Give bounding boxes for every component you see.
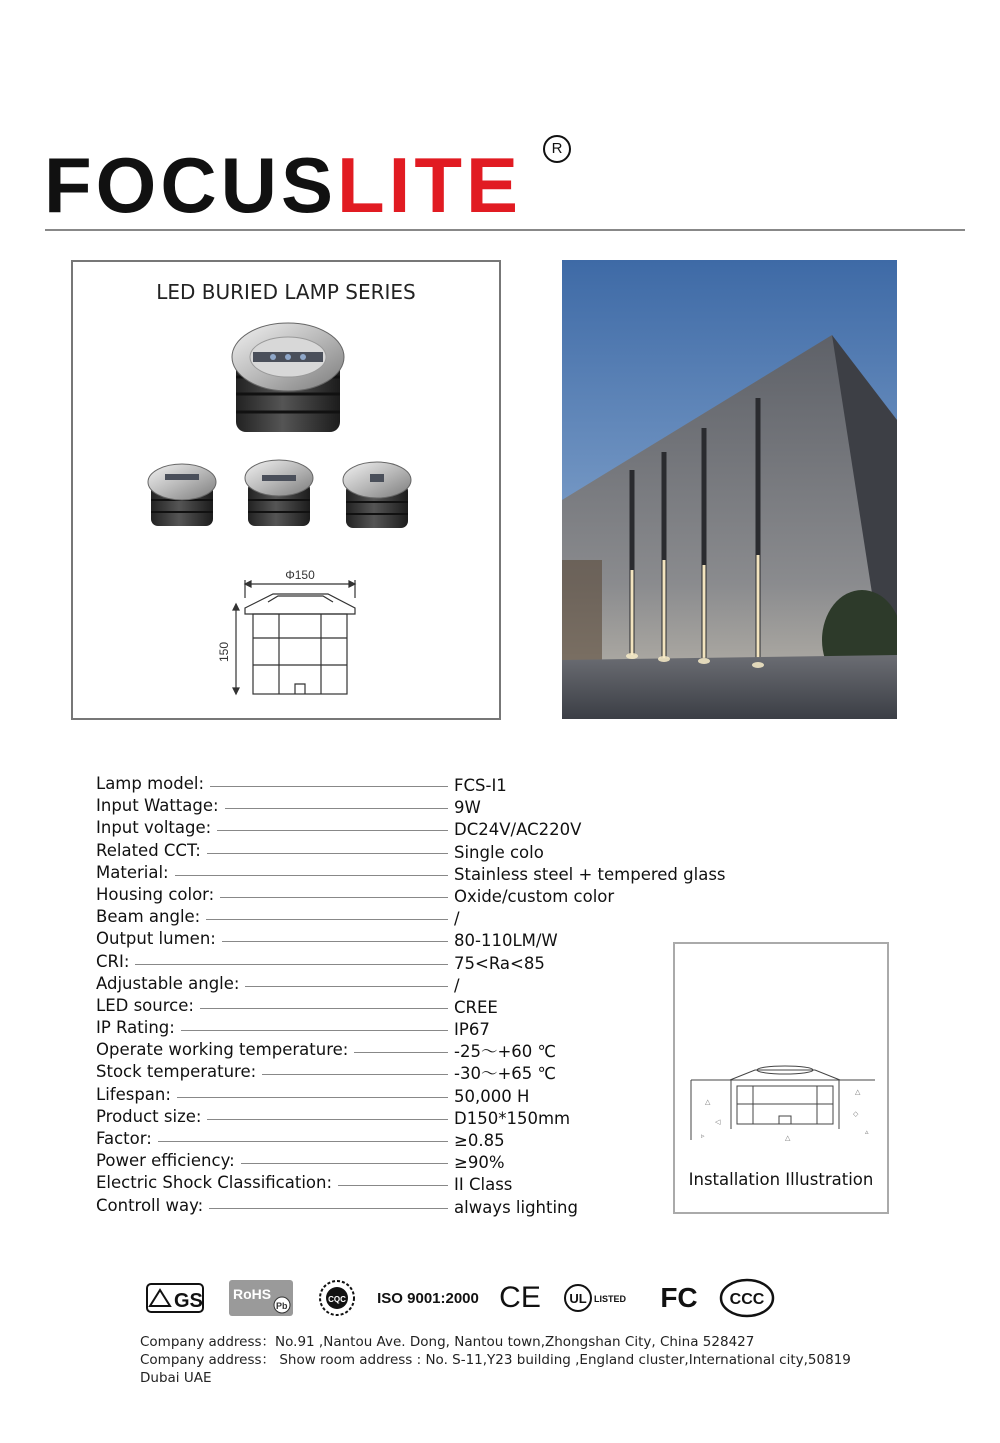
spec-row	[96, 973, 736, 995]
spec-label: Stock temperature:	[96, 1061, 260, 1083]
spec-value: FCS-I1	[454, 776, 507, 795]
spec-label: Lifespan:	[96, 1084, 175, 1106]
spec-row	[96, 1195, 736, 1217]
spec-label: Related CCT:	[96, 840, 205, 862]
spec-leader-line	[177, 1097, 448, 1098]
spec-value: 50,000 H	[454, 1086, 530, 1106]
spec-leader-line	[135, 964, 448, 965]
fc-cert-logo: FC	[660, 1282, 698, 1313]
registered-mark: R	[543, 135, 571, 163]
svg-text:◇: ◇	[853, 1110, 859, 1118]
spec-leader-line	[220, 897, 448, 898]
spec-label: IP Rating:	[96, 1017, 179, 1039]
brand-logo	[44, 141, 522, 229]
spec-row	[96, 1017, 736, 1039]
spec-row	[96, 1172, 736, 1194]
buried-lamp-small-2	[245, 460, 313, 526]
spec-row	[96, 817, 736, 839]
spec-leader-line	[200, 1008, 448, 1009]
rohs-cert-logo	[228, 1278, 294, 1318]
spec-label: Electric Shock Classification:	[96, 1172, 336, 1194]
spec-row	[96, 795, 736, 817]
spec-label: Operate working temperature:	[96, 1039, 352, 1061]
spec-value: ≥0.85	[454, 1131, 505, 1150]
spec-label: Input Wattage:	[96, 795, 223, 817]
spec-leader-line	[210, 786, 448, 787]
spec-label: Controll way:	[96, 1195, 207, 1217]
spec-value: CREE	[454, 997, 498, 1017]
spec-value: Oxide/custom color	[454, 886, 615, 906]
installation-photo	[562, 260, 897, 719]
gs-cert-logo	[146, 1278, 204, 1318]
spec-label: Adjustable angle:	[96, 973, 243, 995]
spec-row	[96, 928, 736, 950]
spec-value: Stainless steel + tempered glass	[454, 864, 726, 884]
spec-value: always lighting	[454, 1197, 578, 1217]
spec-value: 80-110LM/W	[454, 931, 558, 951]
installation-caption: Installation Illustration	[688, 1170, 874, 1189]
ccc-cert-text: CCC	[729, 1291, 765, 1308]
spec-value: II Class	[454, 1175, 513, 1195]
spec-row	[96, 773, 736, 795]
product-drawings	[73, 262, 503, 722]
spec-value: IP67	[454, 1020, 490, 1040]
spec-leader-line	[207, 853, 448, 854]
spec-leader-line	[181, 1030, 448, 1031]
logo-text-dark: FOCUS	[44, 141, 337, 229]
spec-leader-line	[158, 1141, 448, 1142]
iso-cert-logo: ISO 9001:2000	[377, 1289, 479, 1307]
svg-text:▵: ▵	[865, 1128, 869, 1136]
ul-cert-logo	[560, 1278, 640, 1318]
series-title: LED BURIED LAMP SERIES	[156, 280, 416, 304]
svg-text:△: △	[855, 1088, 861, 1096]
product-panel	[71, 260, 501, 720]
spec-value: /	[454, 909, 460, 929]
svg-text:△: △	[785, 1134, 791, 1142]
pb-cert-text: Pb	[276, 1301, 288, 1311]
spec-leader-line	[354, 1052, 448, 1053]
spec-label: Housing color:	[96, 884, 218, 906]
spec-label: Power efficiency:	[96, 1150, 239, 1172]
spec-leader-line	[262, 1074, 448, 1075]
spec-label: CRI:	[96, 951, 133, 973]
ccc-cert-logo	[718, 1278, 776, 1318]
spec-label: Factor:	[96, 1128, 156, 1150]
spec-value: D150*150mm	[454, 1108, 571, 1128]
spec-leader-line	[338, 1185, 448, 1186]
spec-row	[96, 1039, 736, 1061]
spec-label: Product size:	[96, 1106, 205, 1128]
spec-row	[96, 840, 736, 862]
spec-row	[96, 862, 736, 884]
spec-row	[96, 1084, 736, 1106]
svg-text:UL: UL	[569, 1291, 587, 1306]
header-divider	[45, 229, 965, 231]
dimension-drawing	[233, 580, 355, 694]
logo-text-red: LITE	[337, 141, 522, 229]
spec-leader-line	[209, 1208, 448, 1209]
company-address-1: Company address：No.91 ,Nantou Ave. Dong, Nantou town,Zhongshan City, China 528427	[140, 1334, 755, 1350]
footer	[140, 1333, 880, 1387]
rohs-cert-text: RoHS	[233, 1286, 272, 1302]
svg-text:▹: ▹	[701, 1132, 705, 1140]
spec-leader-line	[217, 830, 448, 831]
svg-text:LISTED: LISTED	[594, 1294, 627, 1304]
spec-row	[96, 1128, 736, 1150]
spec-label: Input voltage:	[96, 817, 215, 839]
spec-row	[96, 995, 736, 1017]
spec-leader-line	[245, 986, 448, 987]
spec-value: -30～+65 ℃	[454, 1064, 557, 1084]
spec-value: DC24V/AC220V	[454, 820, 582, 840]
spec-row	[96, 951, 736, 973]
buried-lamp-small-3	[343, 462, 411, 528]
spec-value: 75<Ra<85	[454, 953, 545, 973]
height-label: 150	[217, 641, 231, 663]
installation-illustration	[673, 942, 889, 1214]
spec-leader-line	[225, 808, 448, 809]
spec-row	[96, 1150, 736, 1172]
diameter-label: Φ150	[285, 568, 315, 582]
spec-label: Output lumen:	[96, 928, 220, 950]
spec-row	[96, 884, 736, 906]
spec-list	[96, 773, 736, 1217]
spec-label: LED source:	[96, 995, 198, 1017]
spec-leader-line	[175, 875, 448, 876]
spec-row	[96, 906, 736, 928]
spec-label: Beam angle:	[96, 906, 204, 928]
spec-value: 9W	[454, 798, 481, 818]
svg-text:△: △	[705, 1098, 711, 1106]
buried-lamp-small-1	[148, 464, 216, 526]
svg-text:◁: ◁	[715, 1118, 721, 1126]
spec-leader-line	[241, 1163, 448, 1164]
spec-label: Material:	[96, 862, 173, 884]
spec-leader-line	[206, 919, 448, 920]
certification-logos	[140, 1278, 790, 1318]
spec-leader-line	[222, 941, 448, 942]
cqc-cert-logo	[318, 1278, 356, 1318]
spec-value: -25～+60 ℃	[454, 1042, 557, 1062]
cqc-cert-text: CQC	[328, 1295, 346, 1304]
spec-label: Lamp model:	[96, 773, 208, 795]
spec-value: Single colo	[454, 842, 544, 862]
spec-row	[96, 1061, 736, 1083]
spec-row	[96, 1106, 736, 1128]
company-address-2: Company address： Show room address : No. S-11,Y23 building ,England cluster,International city,50819 Dubai UAE	[140, 1352, 851, 1386]
spec-value: ≥90%	[454, 1153, 505, 1173]
gs-cert-text: GS	[174, 1290, 203, 1312]
ce-cert-logo: CE	[499, 1281, 541, 1314]
buried-lamp-large	[232, 323, 344, 432]
spec-leader-line	[207, 1119, 448, 1120]
spec-value: /	[454, 975, 460, 995]
installation-diagram	[675, 944, 891, 1164]
